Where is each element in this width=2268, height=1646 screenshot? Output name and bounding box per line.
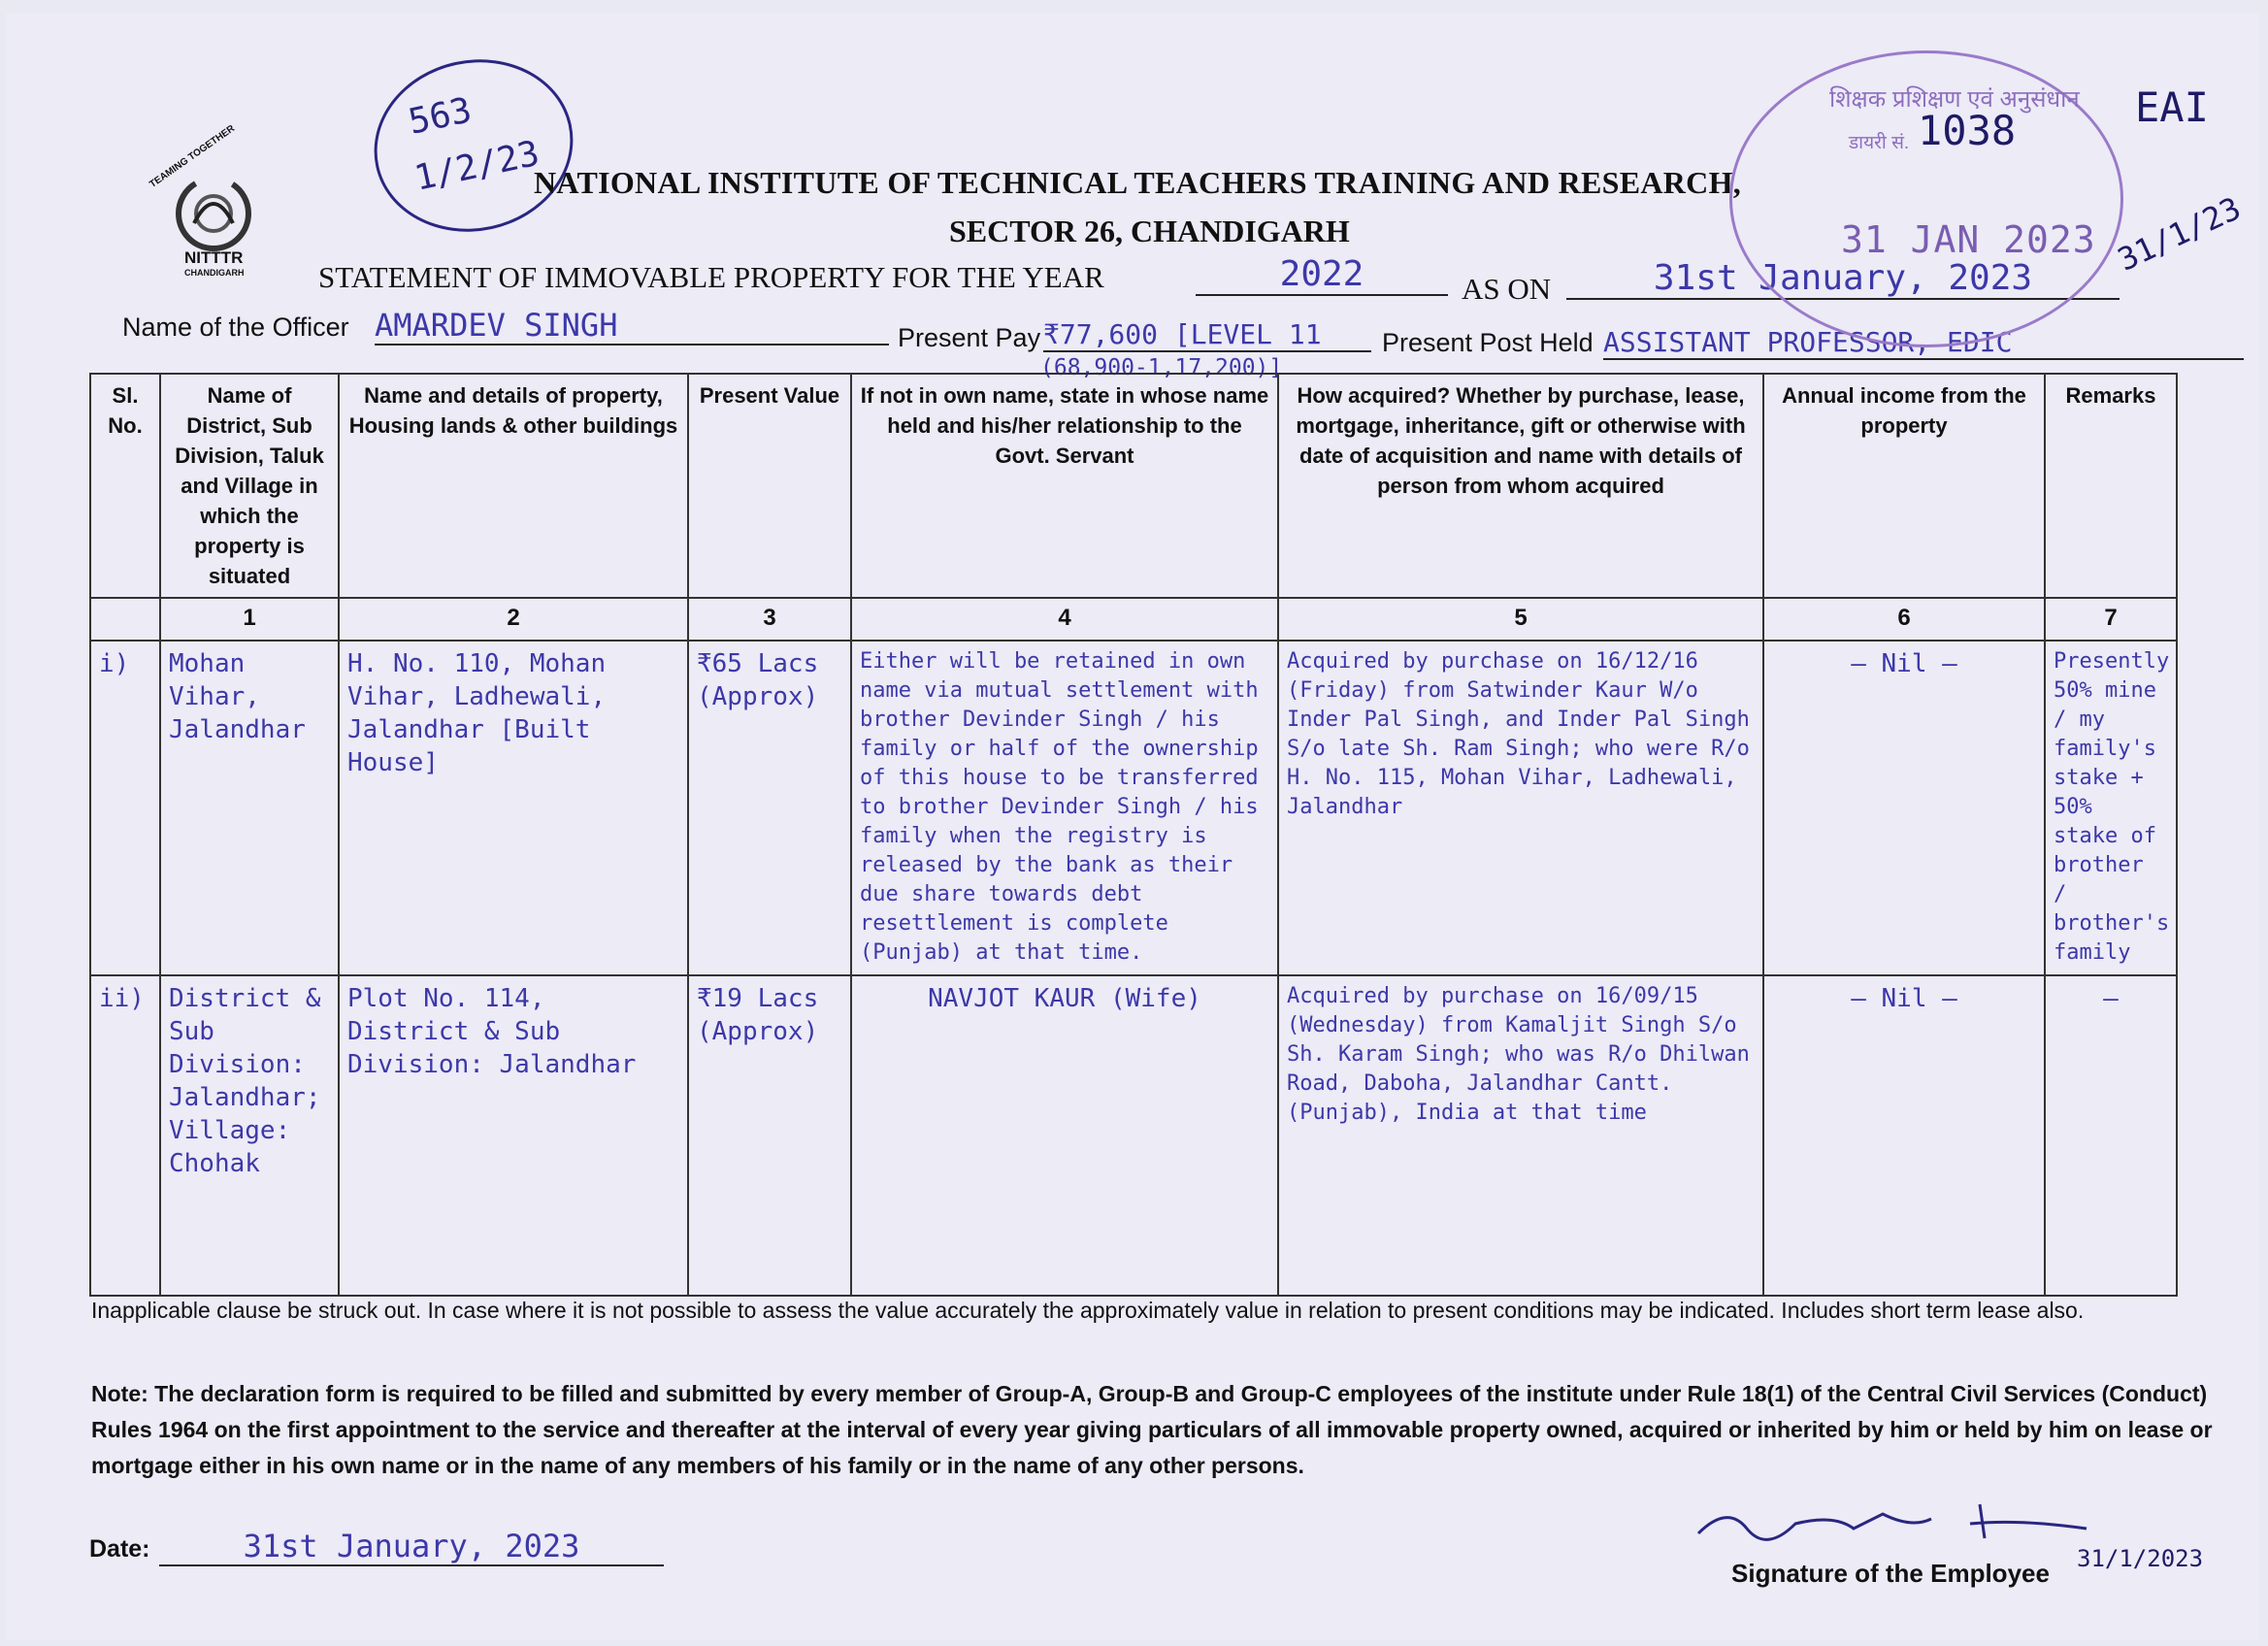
date-label: Date: [89, 1535, 150, 1563]
circle-note-number: 563 [405, 90, 476, 143]
institute-logo [136, 123, 281, 281]
logo-arc-text: TEAMING TOGETHER [148, 123, 237, 190]
row-sl: ii) [90, 975, 160, 1296]
row-income: — Nil — [1763, 975, 2045, 1296]
statement-year: 2022 [1196, 254, 1448, 296]
logo-text: NITTTR [184, 248, 244, 267]
as-on-date: 31st January, 2023 [1566, 258, 2120, 300]
row-remarks: — [2045, 975, 2177, 1296]
as-on-label: AS ON [1462, 272, 1552, 306]
header-property: Name and details of property, Housing lands & other buildings [339, 374, 688, 598]
corner-note: EAI [2135, 83, 2209, 131]
clause-text: Inapplicable clause be struck out. In case where it is not possible to assess the value accurately the approximately value in relation to present conditions may be indicated. Includes short term lease also. [91, 1298, 2085, 1323]
header-sl-no: Sl. No. [90, 374, 160, 598]
header-owner: If not in own name, state in whose name held and his/her relationship to the Govt. Servant [851, 374, 1278, 598]
column-number: 2 [339, 598, 688, 641]
row-acquired: Acquired by purchase on 16/12/16 (Friday) from Satwinder Kaur W/o Inder Pal Singh, and Inder Pal Singh S/o late Sh. Ram Singh; who were R/o H. No. 115, Mohan Vihar, Ladhewali, Jalandhar [1278, 641, 1763, 975]
header-income: Annual income from the property [1763, 374, 2045, 598]
row-property: Plot No. 114, District & Sub Division: Jalandhar [339, 975, 688, 1296]
header-remarks: Remarks [2045, 374, 2177, 598]
row-location: Mohan Vihar, Jalandhar [160, 641, 339, 975]
signature-date: 31/1/2023 [2077, 1545, 2204, 1572]
table-header-row [90, 374, 2177, 598]
column-number: 1 [160, 598, 339, 641]
header-location: Name of District, Sub Division, Taluk and Village in which the property is situated [160, 374, 339, 598]
table-number-row [90, 598, 2177, 641]
column-number: 3 [688, 598, 851, 641]
institute-address: SECTOR 26, CHANDIGARH [949, 214, 1350, 248]
stamp-date: 31 JAN 2023 [1841, 218, 2096, 261]
present-post-label: Present Post Held [1382, 328, 1594, 357]
row-sl: i) [90, 641, 160, 975]
column-number: 4 [851, 598, 1278, 641]
pay-scale: (68,900-1,17,200)] [1040, 355, 1283, 380]
row-location: District & Sub Division: Jalandhar; Village: Chohak [160, 975, 339, 1296]
row-value: ₹65 Lacs (Approx) [688, 641, 851, 975]
circle-note-date: 1/2/23 [411, 133, 543, 199]
number-blank [90, 598, 160, 641]
property-table [89, 373, 2178, 1297]
header-acquired: How acquired? Whether by purchase, lease, mortgage, inheritance, gift or otherwise with date of acquisition and name with details of person from whom acquired [1278, 374, 1763, 598]
declaration-date: 31st January, 2023 [159, 1528, 664, 1566]
stamp-number: 1038 [1918, 107, 2017, 154]
present-pay: ₹77,600 [LEVEL 11 [1043, 318, 1371, 352]
row-acquired: Acquired by purchase on 16/09/15 (Wednesday) from Kamaljit Singh S/o Sh. Karam Singh; who was R/o Dhilwan Road, Daboha, Jalandhar Cantt. (Punjab), India at that time [1278, 975, 1763, 1296]
row-property: H. No. 110, Mohan Vihar, Ladhewali, Jalandhar [Built House] [339, 641, 688, 975]
institute-title: NATIONAL INSTITUTE OF TECHNICAL TEACHERS TRAINING AND RESEARCH, [534, 165, 1742, 200]
row-owner: NAVJOT KAUR (Wife) [851, 975, 1278, 1296]
row-value: ₹19 Lacs (Approx) [688, 975, 851, 1296]
table-row [90, 641, 2177, 975]
signature-label: Signature of the Employee [1731, 1559, 2050, 1588]
present-post: ASSISTANT PROFESSOR, EDIC [1603, 326, 2244, 360]
stamp-initial-date: 31/1/23 [2112, 189, 2247, 279]
stamp-hindi-diary: डायरी सं. [1849, 133, 1910, 153]
declaration-note: Note: The declaration form is required to be filled and submitted by every member of Group-A, Group-B and Group-C employees of the institute under Rule 18(1) of the Central Civil Services (Conduct) Rules 1964 on the first appointment to the service and thereafter at the interval of every year giving particulars of all immovable property owned, acquired or inherited by him or held by him on lease or mortgage either in his own name or in the name of any members of his family or in the name of any other persons. [91, 1381, 2213, 1478]
row-owner: Either will be retained in own name via mutual settlement with brother Devinder Singh / his family or half of the ownership of this house to be transferred to brother Devinder Singh / his family when the registry is released by the bank as their due share towards debt resettlement is complete (Punjab) at that time. [851, 641, 1278, 975]
present-pay-label: Present Pay [898, 323, 1041, 352]
statement-label: STATEMENT OF IMMOVABLE PROPERTY FOR THE YEAR [318, 260, 1104, 294]
column-number: 6 [1763, 598, 2045, 641]
header-value: Present Value [688, 374, 851, 598]
officer-name: AMARDEV SINGH [375, 307, 889, 346]
employee-signature [1689, 1485, 2096, 1553]
column-number: 5 [1278, 598, 1763, 641]
table-row [90, 975, 2177, 1296]
stamp-hindi-text: शिक्षक प्रशिक्षण एवं अनुसंधान [1829, 86, 2080, 113]
receipt-stamp [1729, 50, 2123, 347]
officer-name-label: Name of the Officer [122, 313, 349, 342]
logo-subtext: CHANDIGARH [184, 268, 245, 278]
row-remarks: Presently 50% mine / my family's stake + 50% stake of brother / brother's family [2045, 641, 2177, 975]
row-income: — Nil — [1763, 641, 2045, 975]
column-number: 7 [2045, 598, 2177, 641]
signature-scribble-icon [1689, 1485, 2096, 1553]
